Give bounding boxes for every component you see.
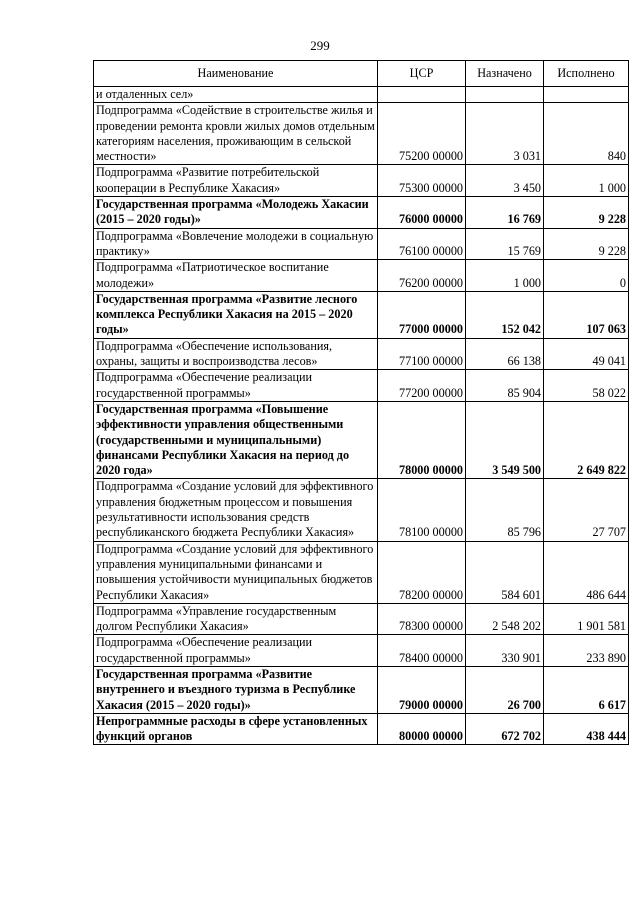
row-name: Подпрограмма «Обеспечение использования, охраны, защиты и воспроизводства лесов» — [94, 338, 378, 370]
row-code: 78200 00000 — [378, 541, 466, 603]
row-code: 75300 00000 — [378, 165, 466, 197]
row-assigned: 584 601 — [466, 541, 544, 603]
row-executed: 1 901 581 — [544, 603, 629, 635]
table-row — [94, 103, 629, 165]
row-executed: 233 890 — [544, 635, 629, 667]
row-assigned: 2 548 202 — [466, 603, 544, 635]
row-assigned: 16 769 — [466, 197, 544, 229]
row-code: 78000 00000 — [378, 401, 466, 478]
table-row — [94, 479, 629, 541]
row-name: Государственная программа «Развитие внутреннего и въездного туризма в Республике Хакасия (2015 – 2020 годы)» — [94, 666, 378, 713]
header-row — [94, 61, 629, 87]
row-code: 78400 00000 — [378, 635, 466, 667]
header-name: Наименование — [94, 61, 378, 87]
row-executed: 438 444 — [544, 713, 629, 745]
row-executed — [544, 87, 629, 103]
row-assigned: 66 138 — [466, 338, 544, 370]
row-assigned: 85 904 — [466, 370, 544, 402]
row-assigned: 3 031 — [466, 103, 544, 165]
row-executed: 0 — [544, 260, 629, 292]
row-code: 77000 00000 — [378, 291, 466, 338]
row-name: и отдаленных сел» — [94, 87, 378, 103]
row-name: Государственная программа «Развитие лесного комплекса Республики Хакасия на 2015 – 2020 годы» — [94, 291, 378, 338]
row-executed: 1 000 — [544, 165, 629, 197]
row-code: 77100 00000 — [378, 338, 466, 370]
row-executed: 6 617 — [544, 666, 629, 713]
row-code: 76100 00000 — [378, 228, 466, 260]
row-code: 76200 00000 — [378, 260, 466, 292]
table-body — [94, 87, 629, 745]
row-executed: 58 022 — [544, 370, 629, 402]
header-executed: Исполнено — [544, 61, 629, 87]
table-row — [94, 541, 629, 603]
table-row — [94, 165, 629, 197]
row-code: 78100 00000 — [378, 479, 466, 541]
row-executed: 2 649 822 — [544, 401, 629, 478]
row-assigned: 672 702 — [466, 713, 544, 745]
row-assigned: 152 042 — [466, 291, 544, 338]
row-assigned: 1 000 — [466, 260, 544, 292]
row-executed: 107 063 — [544, 291, 629, 338]
row-executed: 49 041 — [544, 338, 629, 370]
row-executed: 27 707 — [544, 479, 629, 541]
row-name: Государственная программа «Повышение эффективности управления общественными (государственными и муниципальными) финансами Республики Хакасия на период до 2020 года» — [94, 401, 378, 478]
table-row — [94, 87, 629, 103]
row-name: Подпрограмма «Обеспечение реализации государственной программы» — [94, 370, 378, 402]
row-code: 80000 00000 — [378, 713, 466, 745]
row-name: Подпрограмма «Создание условий для эффективного управления муниципальными финансами и повышения устойчивости муниципальных бюджетов Республики Хакасия» — [94, 541, 378, 603]
row-executed: 9 228 — [544, 228, 629, 260]
row-name: Государственная программа «Молодежь Хакасии (2015 – 2020 годы)» — [94, 197, 378, 229]
table-row — [94, 197, 629, 229]
table-row — [94, 370, 629, 402]
row-code: 76000 00000 — [378, 197, 466, 229]
row-executed: 486 644 — [544, 541, 629, 603]
table-row — [94, 713, 629, 745]
row-assigned: 85 796 — [466, 479, 544, 541]
table-row — [94, 338, 629, 370]
row-executed: 840 — [544, 103, 629, 165]
page-number: 299 — [310, 38, 330, 53]
table-row — [94, 260, 629, 292]
table-row — [94, 228, 629, 260]
header-code: ЦСР — [378, 61, 466, 87]
row-assigned: 3 450 — [466, 165, 544, 197]
table-row — [94, 635, 629, 667]
row-name: Подпрограмма «Патриотическое воспитание молодежи» — [94, 260, 378, 292]
table-row — [94, 666, 629, 713]
row-assigned: 3 549 500 — [466, 401, 544, 478]
row-name: Подпрограмма «Обеспечение реализации государственной программы» — [94, 635, 378, 667]
row-name: Непрограммные расходы в сфере установленных функций органов — [94, 713, 378, 745]
row-code: 79000 00000 — [378, 666, 466, 713]
row-code: 78300 00000 — [378, 603, 466, 635]
row-assigned: 26 700 — [466, 666, 544, 713]
table-row — [94, 401, 629, 478]
row-assigned — [466, 87, 544, 103]
table-row — [94, 603, 629, 635]
row-executed: 9 228 — [544, 197, 629, 229]
row-code: 75200 00000 — [378, 103, 466, 165]
header-assigned: Назначено — [466, 61, 544, 87]
row-name: Подпрограмма «Создание условий для эффективного управления бюджетным процессом и повышения результативности использования средств республиканского бюджета Республики Хакасия» — [94, 479, 378, 541]
row-assigned: 330 901 — [466, 635, 544, 667]
row-name: Подпрограмма «Содействие в строительстве жилья и проведении ремонта кровли жилых домов отдельным категориям населения, проживающим в сельской местности» — [94, 103, 378, 165]
table-row — [94, 291, 629, 338]
row-name: Подпрограмма «Вовлечение молодежи в социальную практику» — [94, 228, 378, 260]
row-code: 77200 00000 — [378, 370, 466, 402]
row-assigned: 15 769 — [466, 228, 544, 260]
row-name: Подпрограмма «Управление государственным долгом Республики Хакасия» — [94, 603, 378, 635]
row-name: Подпрограмма «Развитие потребительской кооперации в Республике Хакасия» — [94, 165, 378, 197]
budget-table — [93, 60, 629, 745]
row-code — [378, 87, 466, 103]
